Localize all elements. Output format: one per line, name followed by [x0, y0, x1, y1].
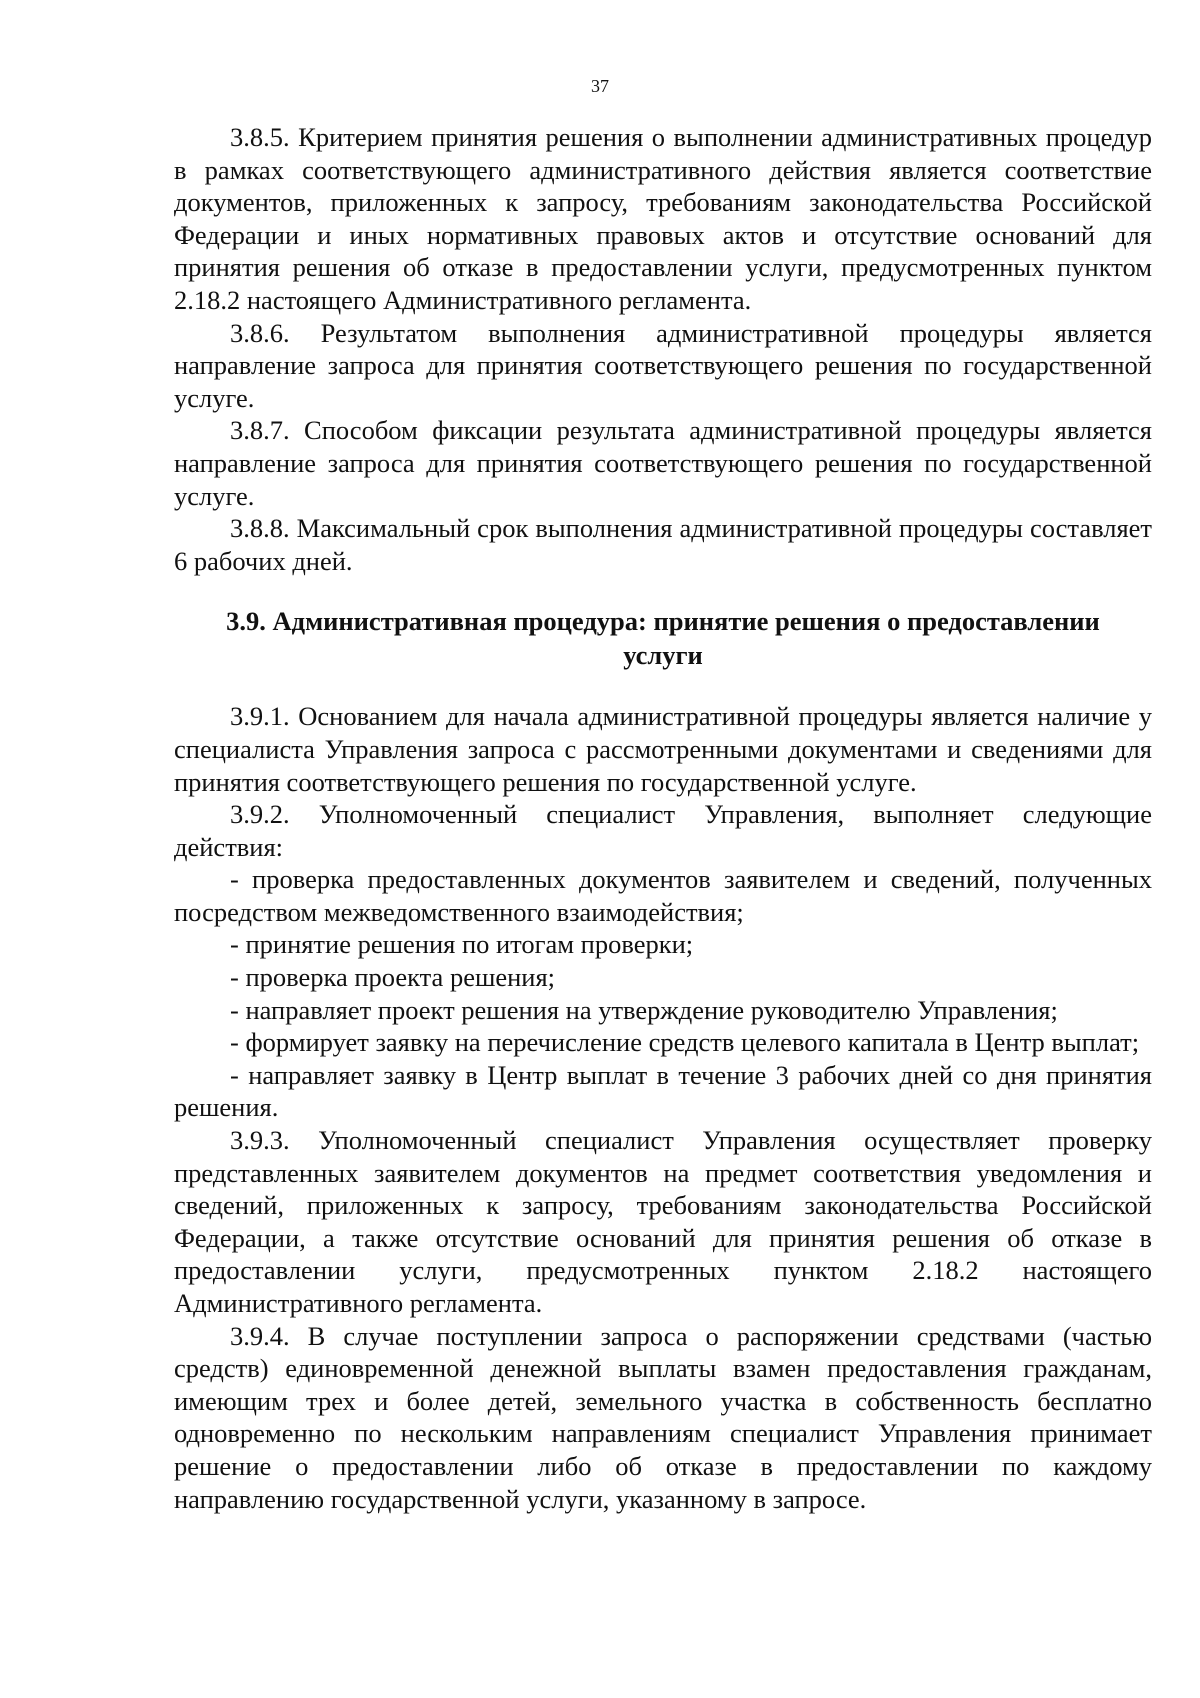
paragraph-3-9-2: 3.9.2. Уполномоченный специалист Управления, выполняет следующие действия: [174, 799, 1152, 862]
paragraph-3-9-3: 3.9.3. Уполномоченный специалист Управления осуществляет проверку представленных заявителем документов на предмет соответствия уведомления и сведений, приложенных к запросу, требованиям законодательства Российской Федерации, а также отсутствие оснований для принятия решения об отказе в предоставлении услуги, предусмотренных пунктом 2.18.2 настоящего Административного регламента. [174, 1125, 1152, 1318]
list-item-send-request: - направляет заявку в Центр выплат в течение 3 рабочих дней со дня принятия решения. [174, 1059, 1152, 1123]
list-item-form-request: - формирует заявку на перечисление средств целевого капитала в Центр выплат; [230, 1027, 1140, 1058]
list-item-send-draft: - направляет проект решения на утверждение руководителю Управления; [230, 994, 1058, 1025]
paragraph-3-8-6: 3.8.6. Результатом выполнения административной процедуры является направление запроса для принятия соответствующего решения по государственной услуге. [174, 317, 1152, 413]
page-number: 37 [591, 76, 609, 96]
paragraph-3-8-7: 3.8.7. Способом фиксации результата административной процедуры является направление запроса для принятия соответствующего решения по государственной услуге. [174, 415, 1152, 511]
paragraph-3-9-4: 3.9.4. В случае поступлении запроса о распоряжении средствами (частью средств) единовременной денежной выплаты взамен предоставления гражданам, имеющим трех и более детей, земельного участка в собственность бесплатно одновременно по нескольким направлениям специалист Управления принимает решение о предоставлении либо об отказе в предоставлении по каждому направлению государственной услуги, указанному в запросе. [174, 1320, 1152, 1514]
list-item-check-documents: - проверка предоставленных документов заявителем и сведений, полученных посредством межведомственного взаимодействия; [174, 864, 1152, 927]
paragraph-3-9-1: 3.9.1. Основанием для начала административной процедуры является наличие у специалиста Управления запроса с рассмотренными документами и сведениями для принятия соответствующего решения по государственной услуге. [174, 701, 1152, 797]
list-item-check-draft: - проверка проекта решения; [230, 962, 556, 993]
section-heading-3-9: 3.9. Административная процедура: принятие решения о предоставлении услуги [226, 606, 1100, 671]
list-item-decision: - принятие решения по итогам проверки; [230, 929, 694, 960]
paragraph-3-8-8: 3.8.8. Максимальный срок выполнения административной процедуры составляет 6 рабочих дней. [174, 513, 1152, 576]
paragraph-3-8-5: 3.8.5. Критерием принятия решения о выполнении административных процедур в рамках соответствующего административного действия является соответствие документов, приложенных к запросу, требованиям законодательства Российской Федерации и иных нормативных правовых актов и отсутствие оснований для принятия решения об отказе в предоставлении услуги, предусмотренных пунктом 2.18.2 настоящего Административного регламента. [174, 122, 1152, 315]
document-body [174, 121, 1152, 1515]
